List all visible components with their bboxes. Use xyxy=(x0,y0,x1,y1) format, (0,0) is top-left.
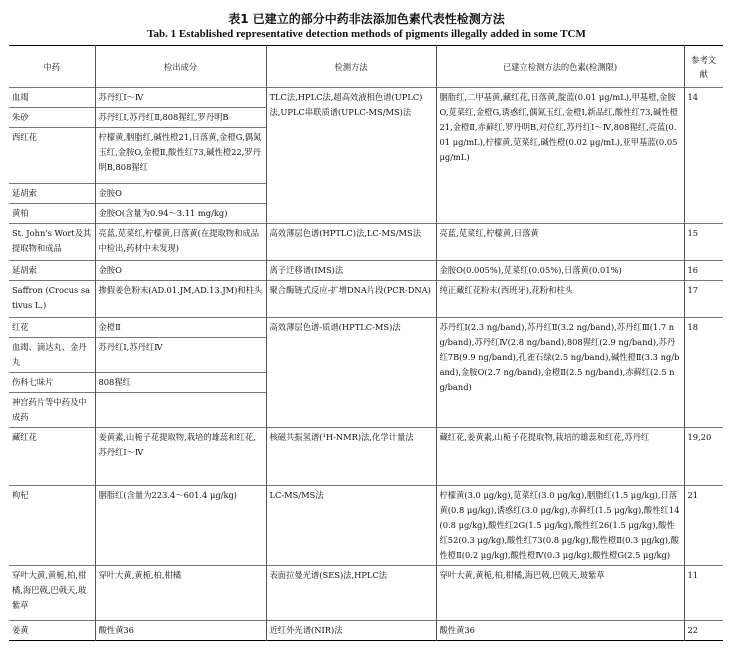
method-cell: TLC法,HPLC法,超高效液相色谱(UPLC)法,UPLC串联质谱(UPLC-MS/MS)法 xyxy=(266,88,436,224)
component-cell: 金胺O xyxy=(95,184,266,204)
pigments-cell: 酸性黄36 xyxy=(436,621,684,641)
herb-cell: 藏红花 xyxy=(9,428,95,486)
table-caption-en: Tab. 1 Established representative detection methods of pigments illegally added in some TCM xyxy=(147,28,586,40)
ref-cell: 11 xyxy=(684,566,723,621)
header-method: 检测方法 xyxy=(266,46,436,88)
table-caption-cn: 表1 已建立的部分中药非法添加色素代表性检测方法 xyxy=(228,12,505,26)
header-ref: 参考文献 xyxy=(684,46,723,88)
herb-cell: 黄柏 xyxy=(9,204,95,224)
ref-cell: 18 xyxy=(684,318,723,428)
component-cell: 808猩红 xyxy=(95,373,266,393)
pigments-cell: 藏红花,姜黄素,山栀子花提取物,栽培的雄蕊和红花,苏丹红 xyxy=(436,428,684,486)
herb-cell: 延胡索 xyxy=(9,184,95,204)
table-row xyxy=(9,318,723,338)
detection-methods-table xyxy=(9,45,723,641)
herb-cell: 延胡索 xyxy=(9,261,95,281)
component-cell: 金胺O(含量为0.94～3.11 mg/kg) xyxy=(95,204,266,224)
component-cell: 掺假姜色粉末(AD.01.JM,AD.13.JM)和柱头 xyxy=(95,281,266,318)
pigments-cell: 胭脂红,二甲基黄,藏红花,日落黄,靛蓝(0.01 μg/mL),甲基橙,金胺O,苋菜红,金橙G,诱惑红,偶氮玉红,金橙Ⅰ,新品红,酸性红73,碱性橙21,金橙Ⅱ,赤藓红,罗丹明B,对位红,苏丹红Ⅰ～Ⅳ,808猩红,亮蓝(0.01 μg/mL),柠檬黄,苋菜红,碱性橙(0.02 μg/mL),亚甲基蓝(0.05 μg/mL) xyxy=(436,88,684,224)
herb-cell: 神宫药片等中药及中成药 xyxy=(9,393,95,428)
herb-cell: 朱砂 xyxy=(9,108,95,128)
header-herb: 中药 xyxy=(43,61,61,72)
method-cell: 近红外光谱(NIR)法 xyxy=(266,621,436,641)
component-cell: 柠檬黄,胭脂红,碱性橙21,日落黄,金橙G,偶氮玉红,金胺O,金橙Ⅱ,酸性红73,碱性橙22,罗丹明B,808猩红 xyxy=(95,128,266,184)
herb-cell: 血竭、滴达丸、金丹丸 xyxy=(9,338,95,373)
component-cell: 金橙Ⅱ xyxy=(95,318,266,338)
method-cell: 离子迁移谱(IMS)法 xyxy=(266,261,436,281)
method-cell: 聚合酶链式反应-扩增DNA片段(PCR-DNA) xyxy=(266,281,436,318)
table-row xyxy=(9,428,723,486)
ref-cell: 16 xyxy=(684,261,723,281)
herb-cell: 伤科七味片 xyxy=(9,373,95,393)
method-cell: 核磁共振氢谱(¹H-NMR)法,化学计量法 xyxy=(266,428,436,486)
header-pigments: 已建立检测方法的色素(检测限) xyxy=(436,46,684,88)
component-cell: 姜黄素,山栀子花提取物,栽培的雄蕊和红花,苏丹红Ⅰ～Ⅳ xyxy=(95,428,266,486)
component-cell xyxy=(95,393,266,428)
component-cell: 酸性黄36 xyxy=(95,621,266,641)
pigments-cell: 纯正藏红花粉末(西班牙),花粉和柱头 xyxy=(436,281,684,318)
herb-cell: St. John's Wort及其提取物和成品 xyxy=(9,224,95,261)
table-row xyxy=(9,486,723,566)
pigments-cell: 穿叶大黄,黄栀,柏,柑橘,海巴戟,巴戟天,玻紫草 xyxy=(436,566,684,621)
table-header-row xyxy=(9,46,723,88)
table-row xyxy=(9,281,723,318)
method-cell: 高效薄层色谱(HPTLC)法,LC-MS/MS法 xyxy=(266,224,436,261)
component-cell: 胭脂红(含量为223.4～601.4 μg/kg) xyxy=(95,486,266,566)
herb-cell: 西红花 xyxy=(9,128,95,184)
pigments-cell: 苏丹红Ⅰ(2.3 ng/band),苏丹红Ⅱ(3.2 ng/band),苏丹红Ⅲ(1.7 ng/band),苏丹红Ⅳ(2.8 ng/band),808猩红(2.9 ng/band),苏丹红7B(9.9 ng/band),孔雀石绿(2.5 ng/band),碱性橙Ⅱ(3.3 ng/band),金胺O(2.7 ng/band),金橙Ⅱ(2.5 ng/band),赤藓红(2.5 ng/band) xyxy=(436,318,684,428)
herb-cell: 姜黄 xyxy=(9,621,95,641)
herb-cell: 红花 xyxy=(9,318,95,338)
ref-cell: 21 xyxy=(684,486,723,566)
component-cell: 苏丹红Ⅰ,苏丹红Ⅱ,808猩红,罗丹明B xyxy=(95,108,266,128)
herb-cell: Saffron (Crocus sativus L.) xyxy=(9,281,95,318)
table-row xyxy=(9,621,723,641)
component-cell: 亮蓝,苋菜红,柠檬黄,日落黄(在提取物和成品中检出,药材中未发现) xyxy=(95,224,266,261)
method-cell: 表面拉曼光谱(SES)法,HPLC法 xyxy=(266,566,436,621)
component-cell: 苏丹红Ⅰ,苏丹红Ⅳ xyxy=(95,338,266,373)
table-row xyxy=(9,224,723,261)
ref-cell: 19,20 xyxy=(684,428,723,486)
header-component: 检出成分 xyxy=(95,46,266,88)
herb-cell: 枸杞 xyxy=(9,486,95,566)
method-cell: LC-MS/MS法 xyxy=(266,486,436,566)
pigments-cell: 亮蓝,苋菜红,柠檬黄,日落黄 xyxy=(436,224,684,261)
pigments-cell: 金胺O(0.005%),苋菜红(0.05%),日落黄(0.01%) xyxy=(436,261,684,281)
component-cell: 穿叶大黄,黄栀,柏,柑橘 xyxy=(95,566,266,621)
herb-cell: 穿叶大黄,黄栀,柏,柑橘,海巴戟,巴戟天,玻紫草 xyxy=(9,566,95,621)
pigments-cell: 柠檬黄(3.0 μg/kg),苋菜红(3.0 μg/kg),胭脂红(1.5 μg/kg),日落黄(0.8 μg/kg),诱惑红(3.0 μg/kg),赤藓红(1.5 μg/kg),酸性红14(0.8 μg/kg),酸性红2G(1.5 μg/kg),酸性红26(1.5 μg/kg),酸性红52(0.3 μg/kg),酸性红73(0.8 μg/kg),酸性橙Ⅱ(0.3 μg/kg),酸性橙Ⅱ(0.2 μg/kg),酸性橙Ⅳ(0.3 μg/kg),酸性橙G(2.5 μg/kg) xyxy=(436,486,684,566)
method-cell: 高效薄层色谱-质谱(HPTLC-MS)法 xyxy=(266,318,436,428)
table-row xyxy=(9,88,723,108)
ref-cell: 15 xyxy=(684,224,723,261)
ref-cell: 14 xyxy=(684,88,723,224)
table-row xyxy=(9,261,723,281)
table-row xyxy=(9,566,723,621)
ref-cell: 17 xyxy=(684,281,723,318)
ref-cell: 22 xyxy=(684,621,723,641)
component-cell: 苏丹红Ⅰ～Ⅳ xyxy=(95,88,266,108)
component-cell: 金胺O xyxy=(95,261,266,281)
herb-cell: 血竭 xyxy=(9,88,95,108)
